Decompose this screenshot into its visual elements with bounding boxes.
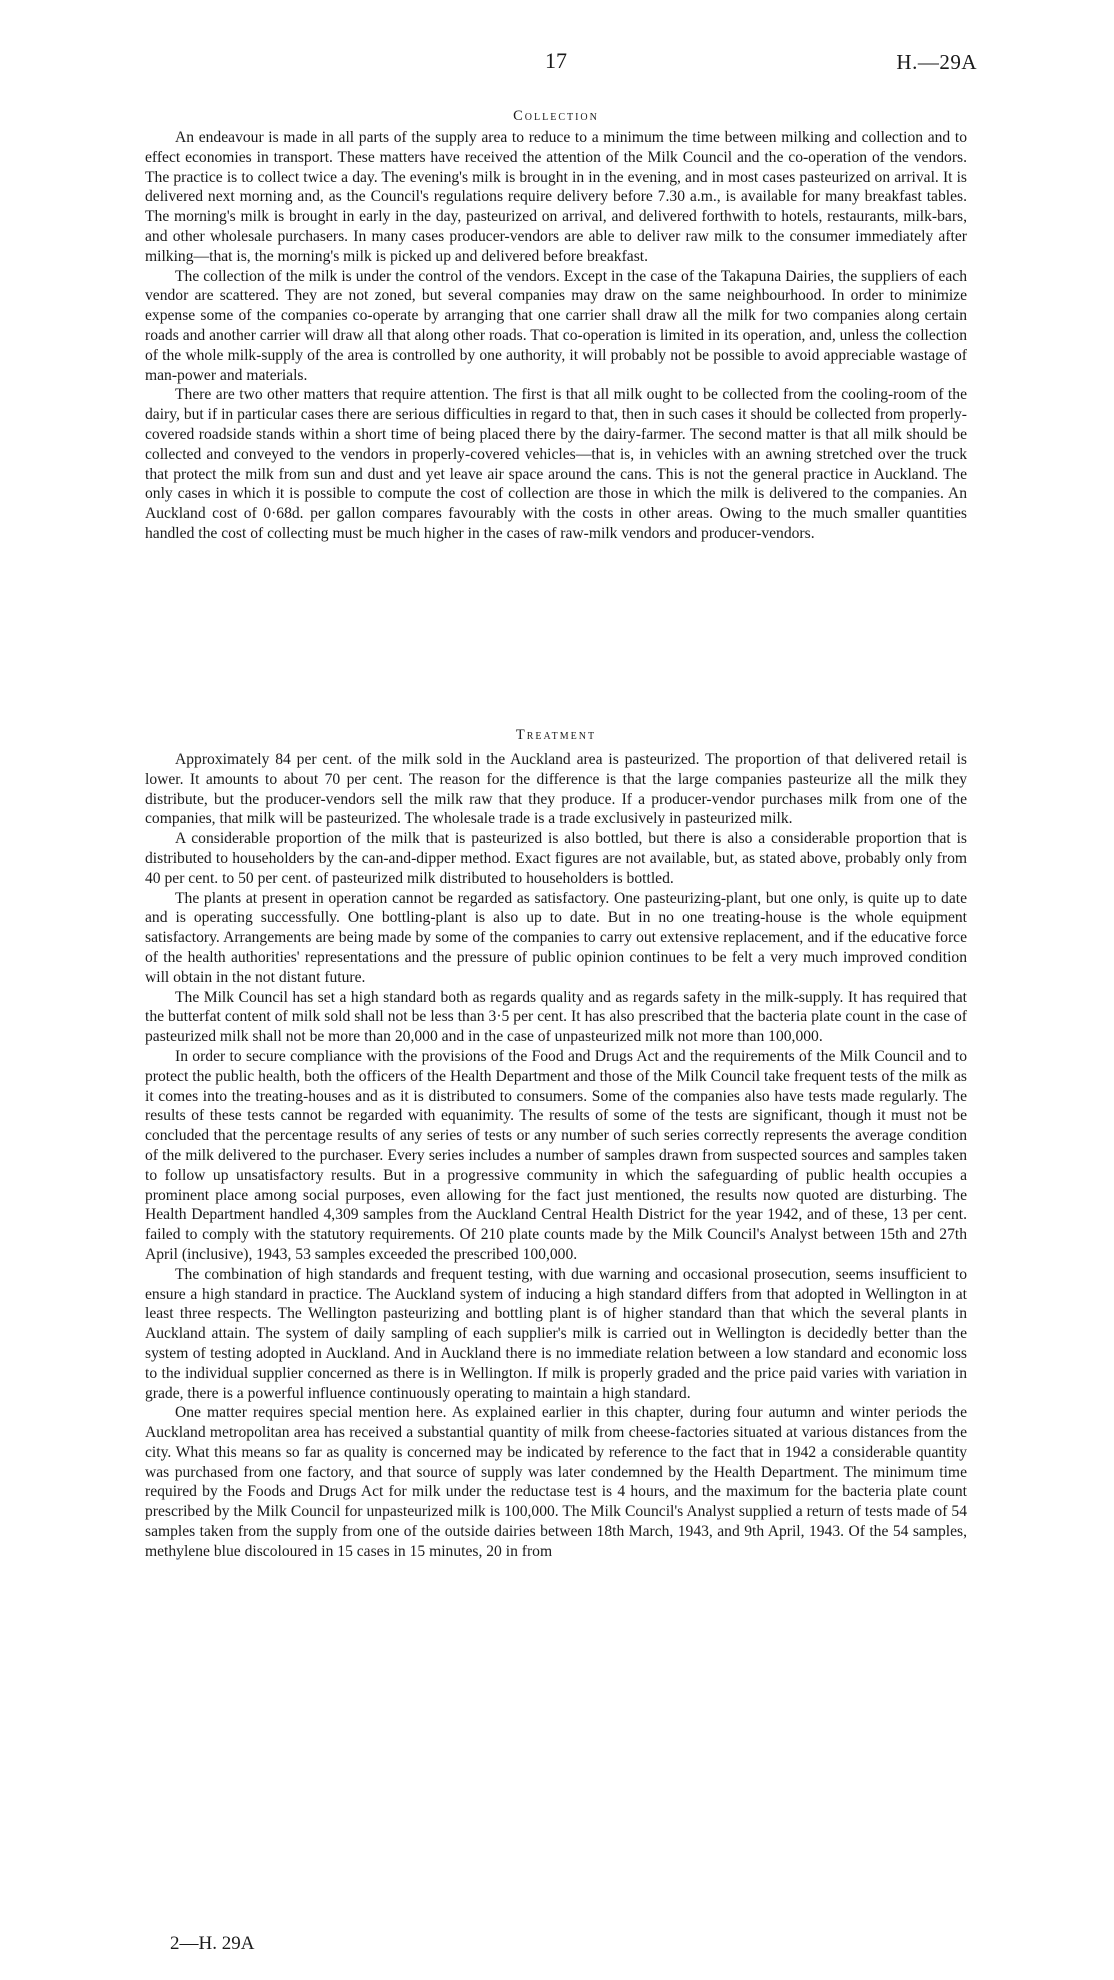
section-body-treatment [145,750,967,1562]
paragraph: In order to secure compliance with the provisions of the Food and Drugs Act and the requirements of the Milk Council and to protect the public health, both the officers of the Health Department and those of the Milk Council take frequent tests of the milk as it comes into the treating-houses and as it is distributed to consumers. Some of the companies also have tests made regularly. The results of these tests cannot be regarded with equanimity. The results of some of the tests are significant, though it must not be concluded that the percentage results of any series of tests or any number of such series correctly represents the average condition of the milk delivered to the purchaser. Every series includes a number of samples drawn from suspected sources and samples taken to follow up unsatisfactory results. But in a progressive community in which the safeguarding of public health occupies a prominent place among social purposes, even allowing for the fact just mentioned, the results now quoted are disturbing. The Health Department handled 4,309 samples from the Auckland Central Health District for the year 1942, and of these, 13 per cent. failed to comply with the statutory requirements. Of 210 plate counts made by the Milk Council's Analyst between 15th and 27th April (inclusive), 1943, 53 samples exceeded the prescribed 100,000. [145,1047,967,1263]
paragraph: There are two other matters that require attention. The first is that all milk ought to be collected from the cooling-room of the dairy, but if in particular cases there are serious difficulties in regard to that, then in such cases it should be collected from properly-covered roadside stands within a short time of being placed there by the dairy-farmer. The second matter is that all milk should be collected and conveyed to the vendors in properly-covered vehicles—that is, in vehicles with an awning stretched over the truck that protect the milk from sun and dust and yet leave air space around the cans. This is not the general practice in Auckland. The only cases in which it is possible to compute the cost of collection are those in which the milk is delivered to the companies. An Auckland cost of 0·68d. per gallon compares favourably with the costs in other areas. Owing to the much smaller quantities handled the cost of collecting must be much higher in the cases of raw-milk vendors and producer-vendors. [145,386,967,542]
paragraph: The collection of the milk is under the control of the vendors. Except in the case of the Takapuna Dairies, the suppliers of each vendor are scattered. They are not zoned, but several companies may draw on the same neighbourhood. In order to minimize expense some of the companies co-operate by arranging that one carrier shall draw all the milk for two companies along certain roads and another carrier will draw all that along other roads. That co-operation is limited in its operation, and, unless the collection of the whole milk-supply of the area is controlled by one authority, it will probably not be possible to avoid appreciable wastage of man-power and materials. [145,267,967,384]
section-heading-collection: Collection [513,108,599,124]
section-heading-treatment: Treatment [515,727,597,743]
paragraph: Approximately 84 per cent. of the milk sold in the Auckland area is pasteurized. The proportion of that delivered retail is lower. It amounts to about 70 per cent. The reason for the difference is that the large companies pasteurize all the milk they distribute, but the producer-vendors sell the milk raw that they produce. If a producer-vendor purchases milk from one of the companies, that milk will be pasteurized. The wholesale trade is a trade exclusively in pasteurized milk. [145,751,967,828]
paragraph: The plants at present in operation cannot be regarded as satisfactory. One pasteurizing-plant, but one only, is quite up to date and is operating successfully. One bottling-plant is also up to date. But in no one treating-house is the whole equipment satisfactory. Arrangements are being made by some of the companies to carry out extensive replacement, and if the educative force of the health authorities' representations and the pressure of public opinion continues to be felt a very much improved condition will obtain in the not distant future. [145,889,967,986]
page-signature: 2—H. 29A [170,1933,255,1954]
paragraph: The Milk Council has set a high standard both as regards quality and as regards safety in the milk-supply. It has required that the butterfat content of milk sold shall not be less than 3·5 per cent. It has also prescribed that the bacteria plate count in the case of pasteurized milk shall not be more than 20,000 and in the case of unpasteurized milk not more than 100,000. [145,988,967,1046]
section-body-collection [145,128,967,544]
paragraph: The combination of high standards and frequent testing, with due warning and occasional prosecution, seems insufficient to ensure a high standard in practice. The Auckland system of inducing a high standard differs from that adopted in Wellington in at least three respects. The Wellington pasteurizing and bottling plant is of higher standard than that which the several plants in Auckland attain. The system of daily sampling of each supplier's milk is carried out in Wellington is decidedly better than the system of testing adopted in Auckland. And in Auckland there is no immediate relation between a low standard and economic loss to the individual supplier concerned as there is in Wellington. If milk is properly graded and the price paid varies with variation in grade, there is a powerful influence continuously operating to maintain a high standard. [145,1265,967,1402]
paragraph: A considerable proportion of the milk that is pasteurized is also bottled, but there is also a considerable proportion that is distributed to householders by the can-and-dipper method. Exact figures are not available, but, as stated above, probably only from 40 per cent. to 50 per cent. of pasteurized milk distributed to householders is bottled. [145,830,967,887]
document-page [145,0,977,1980]
page-number: 17 [545,48,567,73]
paragraph: An endeavour is made in all parts of the supply area to reduce to a minimum the time between milking and collection and to effect economies in transport. These matters have received the attention of the Milk Council and the co-operation of the vendors. The practice is to collect twice a day. The evening's milk is brought in in the evening, and in most cases pasteurized on arrival. It is delivered next morning and, as the Council's regulations require delivery before 7.30 a.m., is available for many breakfast tables. The morning's milk is brought in early in the day, pasteurized on arrival, and delivered forthwith to hotels, restaurants, milk-bars, and other wholesale purchasers. In many cases producer-vendors are able to deliver raw milk to the consumer immediately after milking—that is, the morning's milk is picked up and delivered before breakfast. [145,129,967,265]
paragraph: One matter requires special mention here. As explained earlier in this chapter, during four autumn and winter periods the Auckland metropolitan area has received a substantial quantity of milk from cheese-factories situated at various distances from the city. What this means so far as quality is concerned may be indicated by reference to the fact that in 1942 a considerable quantity was purchased from one factory, and that source of supply was later condemned by the Health Department. The minimum time required by the Foods and Drugs Act for milk under the reductase test is 4 hours, and the maximum for the bacteria plate count prescribed by the Milk Council for unpasteurized milk is 100,000. The Milk Council's Analyst supplied a return of tests made of 54 samples taken from the supply from one of the outside dairies between 18th March, 1943, and 9th April, 1943. Of the 54 samples, methylene blue discoloured in 15 cases in 15 minutes, 20 in from [145,1404,967,1560]
page-reference: H.—29A [896,50,977,74]
